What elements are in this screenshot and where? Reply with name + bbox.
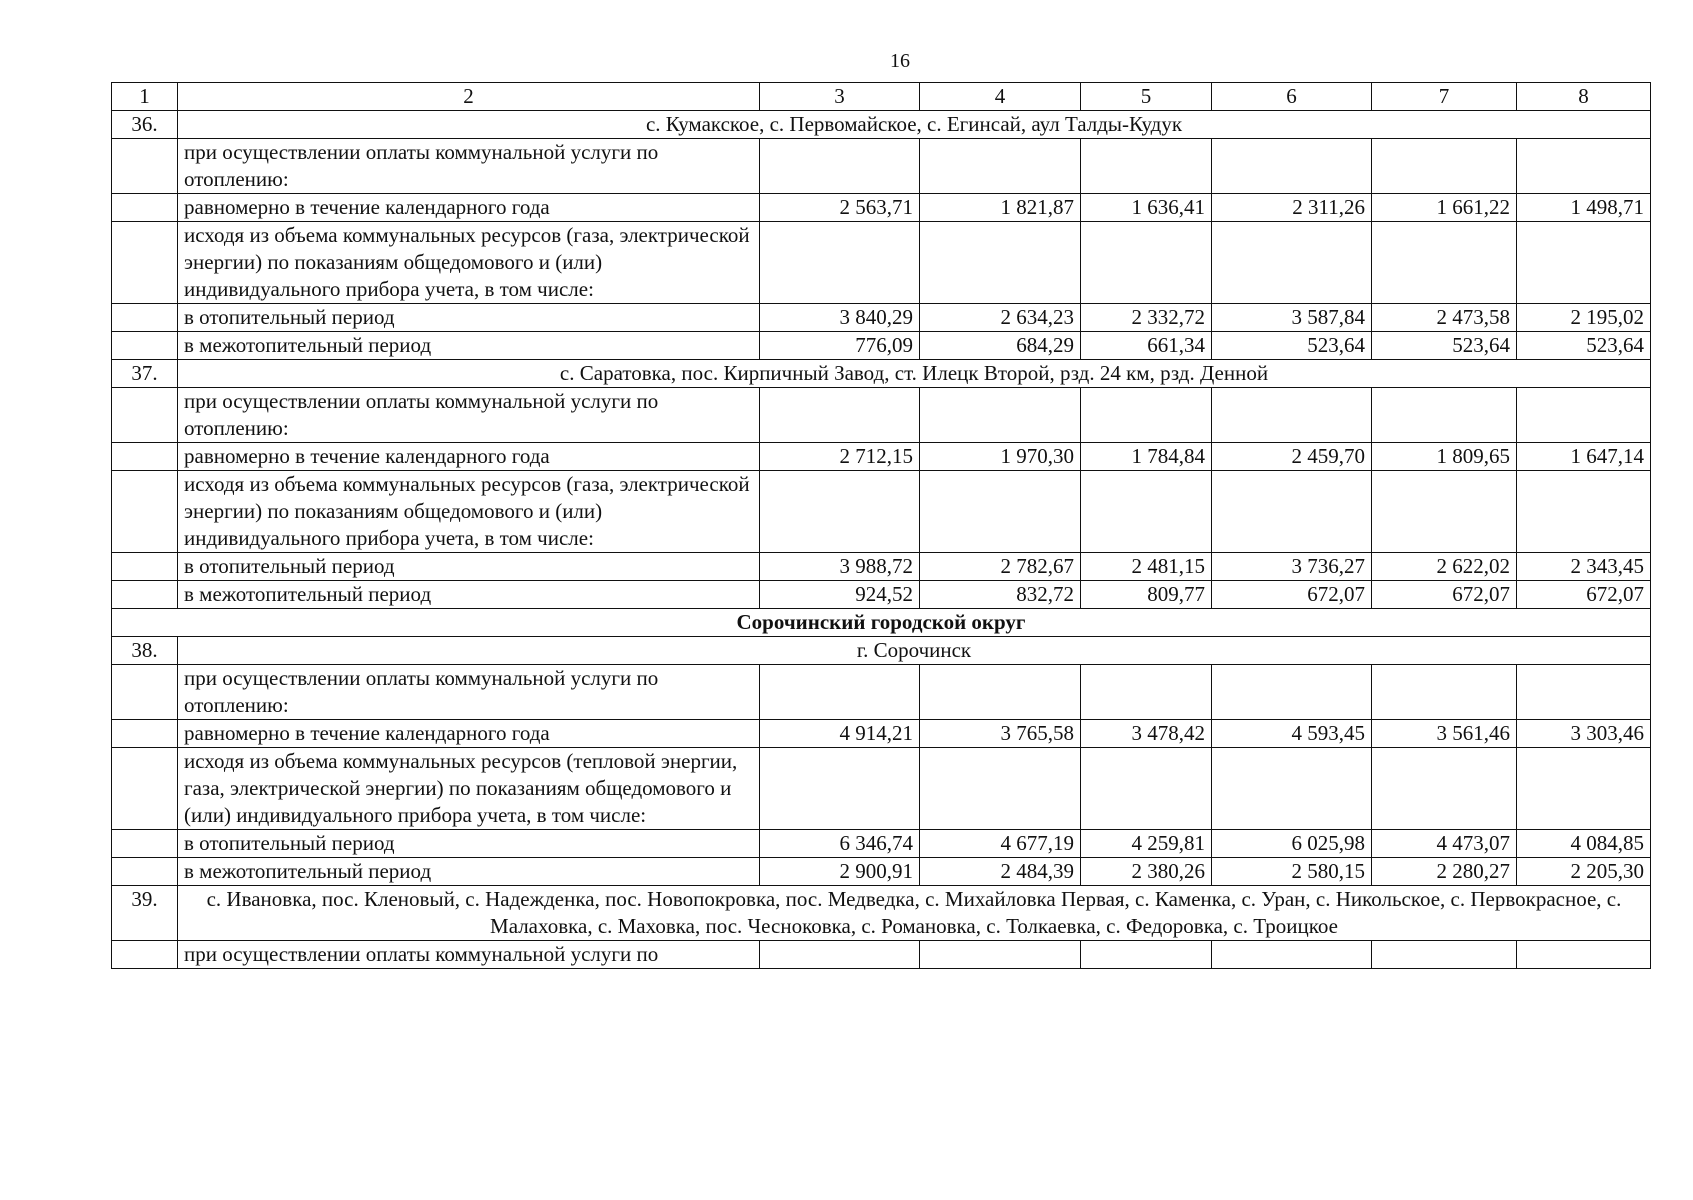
tariff-value <box>920 139 1081 194</box>
table-row <box>112 858 1651 886</box>
row-description: в межотопительный период <box>178 581 760 609</box>
tariff-value: 6 025,98 <box>1212 830 1372 858</box>
tariff-value <box>920 471 1081 553</box>
row-number-cell <box>112 194 178 222</box>
row-number-cell <box>112 443 178 471</box>
table-row <box>112 194 1651 222</box>
column-number: 7 <box>1372 83 1517 111</box>
tariff-value: 1 821,87 <box>920 194 1081 222</box>
tariff-value: 3 765,58 <box>920 720 1081 748</box>
row-description: при осуществлении оплаты коммунальной услуги по <box>178 941 760 969</box>
row-number-cell <box>112 471 178 553</box>
tariff-value: 523,64 <box>1212 332 1372 360</box>
row-description: исходя из объема коммунальных ресурсов (газа, электрической энергии) по показаниям общедомового и (или) индивидуального прибора учета, в том числе: <box>178 222 760 304</box>
tariff-value: 3 303,46 <box>1517 720 1651 748</box>
tariff-value <box>1212 665 1372 720</box>
table-row <box>112 665 1651 720</box>
tariff-value: 672,07 <box>1372 581 1517 609</box>
tariff-value <box>1372 222 1517 304</box>
tariff-value <box>1081 941 1212 969</box>
tariff-value: 523,64 <box>1517 332 1651 360</box>
tariff-value <box>760 665 920 720</box>
settlement-names: г. Сорочинск <box>178 637 1651 665</box>
tariff-value: 2 311,26 <box>1212 194 1372 222</box>
row-description: при осуществлении оплаты коммунальной услуги по отоплению: <box>178 139 760 194</box>
section-number: 39. <box>112 886 178 941</box>
tariff-value: 1 809,65 <box>1372 443 1517 471</box>
row-number-cell <box>112 388 178 443</box>
tariff-value <box>760 941 920 969</box>
tariff-value: 2 343,45 <box>1517 553 1651 581</box>
tariff-value <box>1372 388 1517 443</box>
table-row <box>112 139 1651 194</box>
tariff-value: 3 988,72 <box>760 553 920 581</box>
district-name: Сорочинский городской округ <box>112 609 1651 637</box>
table-row <box>112 748 1651 830</box>
tariff-value: 2 280,27 <box>1372 858 1517 886</box>
section-header-row <box>112 111 1651 139</box>
column-number: 5 <box>1081 83 1212 111</box>
table-row <box>112 222 1651 304</box>
tariff-value: 672,07 <box>1212 581 1372 609</box>
row-description: равномерно в течение календарного года <box>178 194 760 222</box>
settlement-names: с. Ивановка, пос. Кленовый, с. Надежденка, пос. Новопокровка, пос. Медведка, с. Михайловка Первая, с. Каменка, с. Уран, с. Никольское, с. Первокрасное, с. Малаховка, с. Маховка, пос. Чесноковка, с. Романовка, с. Толкаевка, с. Федоровка, с. Троицкое <box>178 886 1651 941</box>
tariff-value <box>1212 748 1372 830</box>
tariff-value: 2 712,15 <box>760 443 920 471</box>
column-number: 1 <box>112 83 178 111</box>
tariff-value: 2 900,91 <box>760 858 920 886</box>
tariff-value: 2 782,67 <box>920 553 1081 581</box>
tariff-value: 4 473,07 <box>1372 830 1517 858</box>
tariff-value: 4 593,45 <box>1212 720 1372 748</box>
tariff-value: 6 346,74 <box>760 830 920 858</box>
row-number-cell <box>112 581 178 609</box>
tariff-value <box>1372 139 1517 194</box>
tariff-value: 3 587,84 <box>1212 304 1372 332</box>
tariff-value: 2 459,70 <box>1212 443 1372 471</box>
table-row <box>112 830 1651 858</box>
tariff-value <box>920 941 1081 969</box>
column-number: 2 <box>178 83 760 111</box>
row-number-cell <box>112 858 178 886</box>
tariff-value: 4 084,85 <box>1517 830 1651 858</box>
tariff-value <box>920 748 1081 830</box>
tariff-value <box>1372 665 1517 720</box>
tariff-value: 684,29 <box>920 332 1081 360</box>
tariff-value: 2 484,39 <box>920 858 1081 886</box>
tariff-value <box>1081 665 1212 720</box>
column-numbers-row <box>112 83 1651 111</box>
tariff-value <box>1517 941 1651 969</box>
column-number: 3 <box>760 83 920 111</box>
tariff-table-body <box>112 83 1651 969</box>
tariff-value <box>1372 471 1517 553</box>
tariff-value <box>1212 222 1372 304</box>
settlement-names: с. Кумакское, с. Первомайское, с. Егинсай, аул Талды-Кудук <box>178 111 1651 139</box>
row-description: в отопительный период <box>178 553 760 581</box>
row-description: в межотопительный период <box>178 858 760 886</box>
tariff-value <box>920 388 1081 443</box>
row-number-cell <box>112 304 178 332</box>
settlement-names: с. Саратовка, пос. Кирпичный Завод, ст. Илецк Второй, рзд. 24 км, рзд. Денной <box>178 360 1651 388</box>
tariff-value: 1 970,30 <box>920 443 1081 471</box>
tariff-value <box>1081 388 1212 443</box>
tariff-value <box>760 471 920 553</box>
district-row <box>112 609 1651 637</box>
row-description: в отопительный период <box>178 830 760 858</box>
tariff-value: 809,77 <box>1081 581 1212 609</box>
tariff-value: 3 840,29 <box>760 304 920 332</box>
tariff-value: 1 784,84 <box>1081 443 1212 471</box>
table-row <box>112 553 1651 581</box>
row-description: исходя из объема коммунальных ресурсов (тепловой энергии, газа, электрической энергии) по показаниям общедомового и (или) индивидуального прибора учета, в том числе: <box>178 748 760 830</box>
tariff-value <box>1081 222 1212 304</box>
tariff-value <box>1372 748 1517 830</box>
tariff-value <box>1372 941 1517 969</box>
table-row <box>112 581 1651 609</box>
section-number: 38. <box>112 637 178 665</box>
tariff-value: 4 914,21 <box>760 720 920 748</box>
section-header-row <box>112 637 1651 665</box>
tariff-value: 2 622,02 <box>1372 553 1517 581</box>
tariff-value: 2 380,26 <box>1081 858 1212 886</box>
tariff-value: 523,64 <box>1372 332 1517 360</box>
tariff-value: 2 332,72 <box>1081 304 1212 332</box>
row-number-cell <box>112 941 178 969</box>
row-description: равномерно в течение календарного года <box>178 443 760 471</box>
tariff-value: 2 481,15 <box>1081 553 1212 581</box>
table-row <box>112 941 1651 969</box>
column-number: 4 <box>920 83 1081 111</box>
tariff-value <box>1212 471 1372 553</box>
section-header-row <box>112 360 1651 388</box>
tariff-value: 2 205,30 <box>1517 858 1651 886</box>
tariff-value: 2 580,15 <box>1212 858 1372 886</box>
tariff-value: 776,09 <box>760 332 920 360</box>
tariff-value: 2 473,58 <box>1372 304 1517 332</box>
tariff-value: 3 478,42 <box>1081 720 1212 748</box>
tariff-value <box>920 665 1081 720</box>
tariff-value <box>760 139 920 194</box>
tariff-value: 3 736,27 <box>1212 553 1372 581</box>
tariff-value <box>920 222 1081 304</box>
tariff-value: 832,72 <box>920 581 1081 609</box>
section-number: 37. <box>112 360 178 388</box>
page-number: 16 <box>890 50 910 72</box>
table-row <box>112 388 1651 443</box>
tariff-value <box>1081 139 1212 194</box>
tariff-value <box>760 388 920 443</box>
tariff-value <box>1517 388 1651 443</box>
tariff-value <box>1081 748 1212 830</box>
tariff-value <box>1081 471 1212 553</box>
table-row <box>112 720 1651 748</box>
row-description: в межотопительный период <box>178 332 760 360</box>
table-row <box>112 443 1651 471</box>
tariff-value <box>1517 139 1651 194</box>
tariff-value <box>1517 748 1651 830</box>
tariff-value: 2 634,23 <box>920 304 1081 332</box>
tariff-value: 2 563,71 <box>760 194 920 222</box>
tariff-value <box>1517 665 1651 720</box>
tariff-value <box>1212 139 1372 194</box>
column-number: 6 <box>1212 83 1372 111</box>
table-row <box>112 304 1651 332</box>
table-row <box>112 332 1651 360</box>
tariff-value: 2 195,02 <box>1517 304 1651 332</box>
section-header-row <box>112 886 1651 941</box>
tariff-value: 672,07 <box>1517 581 1651 609</box>
row-number-cell <box>112 830 178 858</box>
column-number: 8 <box>1517 83 1651 111</box>
row-number-cell <box>112 139 178 194</box>
row-number-cell <box>112 748 178 830</box>
tariff-value <box>760 748 920 830</box>
tariff-value: 924,52 <box>760 581 920 609</box>
tariff-value: 1 661,22 <box>1372 194 1517 222</box>
tariff-value: 1 647,14 <box>1517 443 1651 471</box>
tariff-value <box>1517 222 1651 304</box>
tariff-value <box>760 222 920 304</box>
section-number: 36. <box>112 111 178 139</box>
tariff-value: 3 561,46 <box>1372 720 1517 748</box>
tariff-value <box>1212 941 1372 969</box>
row-description: равномерно в течение календарного года <box>178 720 760 748</box>
tariff-table <box>111 82 1651 969</box>
tariff-value <box>1517 471 1651 553</box>
row-description: при осуществлении оплаты коммунальной услуги по отоплению: <box>178 388 760 443</box>
row-number-cell <box>112 222 178 304</box>
tariff-value: 1 498,71 <box>1517 194 1651 222</box>
row-description: в отопительный период <box>178 304 760 332</box>
table-row <box>112 471 1651 553</box>
row-number-cell <box>112 332 178 360</box>
row-number-cell <box>112 553 178 581</box>
tariff-value: 1 636,41 <box>1081 194 1212 222</box>
row-number-cell <box>112 720 178 748</box>
tariff-value <box>1212 388 1372 443</box>
row-description: исходя из объема коммунальных ресурсов (газа, электрической энергии) по показаниям общедомового и (или) индивидуального прибора учета, в том числе: <box>178 471 760 553</box>
row-description: при осуществлении оплаты коммунальной услуги по отоплению: <box>178 665 760 720</box>
tariff-value: 4 259,81 <box>1081 830 1212 858</box>
tariff-value: 4 677,19 <box>920 830 1081 858</box>
tariff-value: 661,34 <box>1081 332 1212 360</box>
row-number-cell <box>112 665 178 720</box>
